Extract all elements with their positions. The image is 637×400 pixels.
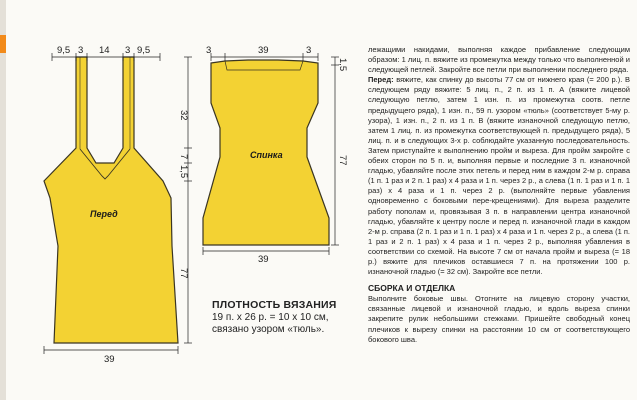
front-dim-height-mid-b: 1,5 [178, 165, 189, 179]
front-instructions [368, 75, 630, 277]
assembly-heading: СБОРКА И ОТДЕЛКА [368, 283, 456, 294]
back-dim-bottom-width: 39 [258, 254, 269, 265]
front-dim-strap-left: 3 [78, 45, 84, 56]
instructions-intro: лежащими накидами, выполняя каждое прибавление следующим образом: 1 лиц. п. вяжите из промежутка между только что выполненной и следующей петлей. Закройте все петли при выполнении последнего ряда. [368, 45, 630, 75]
back-piece-label: Спинка [250, 150, 283, 160]
gauge-line-2: связано узором «тюль». [212, 324, 325, 335]
back-dim-right-top: 1,5 [337, 58, 348, 72]
front-dim-strap-side-right: 9,5 [137, 45, 151, 56]
front-dim-strap-side-left: 9,5 [57, 45, 71, 56]
instructions-column [368, 45, 630, 345]
front-dim-height-mid-a: 7 [178, 154, 189, 160]
gauge-title: ПЛОТНОСТЬ ВЯЗАНИЯ [212, 299, 337, 311]
back-dim-right-height: 77 [337, 155, 348, 166]
front-piece-shape [44, 57, 178, 343]
front-piece-label: Перед [90, 209, 118, 219]
front-body: вяжите, как спинку до высоты 77 см от нижнего края (= 200 р.). В следующем ряду вяжите: 5 лиц. п., 2 п. из 1 п. А (вяжите лицевой следующую петлю, затем 1 изн. п. из промежутка соотв. петле предыдущего ряда), 1 изн. п., 59 п. узором «тюль» (соответствует 5-му р. узора), 1 изн. п., 2 п. из 1 п. В (вяжите изнаночной следующую петлю, затем 1 лиц. п. из промежутка соответствующей п. предыдущего ряда), 5 лиц. п. и в следующих 3-х р. соблюдайте указанную последовательность. Затем приступайте к выполнению пройм и выреза. Для пройм закройте с обеих сторон по 5 п. и, выполняя первые и последние 3 п. изнаночной гладью, убавляйте после этих петель и перед ним в каждом 2-м р. справа (1 п. 1 раз и 2 п. 1 раз) x 4 раза и 1 п. через 2 р., а слева (1 п. 1 раз и 1 п. 1 раз) x 4 раза и 1 п. через 2 р. (выполняйте первые убавления одновременно с боковыми пере-крещениями). Для выреза разделите работу пополам и, провязывая 3 п. в направлении центра изнаночной гладью, убавляйте к центру после и перед п. изнаночной глади в каждом 2-м р. справа (2 п. 1 раз и 1 п. 1 раз) x 4 раза и 1 п. через 2 р., а слева (1 п. 1 раз и 2 п. 1 раз) x 4 раза и 1 п. через 2 р., выполняя убавления в соответствии со схемой. На высоте 7 см от начала пройм и выреза (= 18 р.) вяжите для плечиков оставшиеся 7 п. на протяжении 100 р. изнаночной гладью (= 32 см). Закройте все петли. [368, 75, 630, 277]
front-dim-neck: 14 [99, 45, 110, 56]
gauge-block [212, 299, 342, 337]
front-dim-height-top: 32 [178, 110, 189, 121]
front-dim-strap-right: 3 [125, 45, 131, 56]
back-dim-top-right: 3 [306, 45, 312, 56]
front-dim-height-bottom: 77 [178, 268, 189, 279]
front-heading: Перед: [368, 75, 394, 85]
assembly-body: Выполните боковые швы. Отогните на лицевую сторону участки, связанные лицевой и изнаночной гладью, и вдоль выреза спинки закрепите рулик небольшими стежками. Пришейте свободный конец плечиков к вырезу спинки на расстоянии 10 см от соответствующего бокового шва. [368, 294, 630, 344]
gauge-line-1: 19 п. x 26 р. = 10 x 10 см, [212, 311, 329, 323]
front-dim-bottom-width: 39 [104, 354, 115, 365]
back-dim-top-width: 39 [258, 45, 269, 56]
back-dim-top-left: 3 [206, 45, 212, 56]
